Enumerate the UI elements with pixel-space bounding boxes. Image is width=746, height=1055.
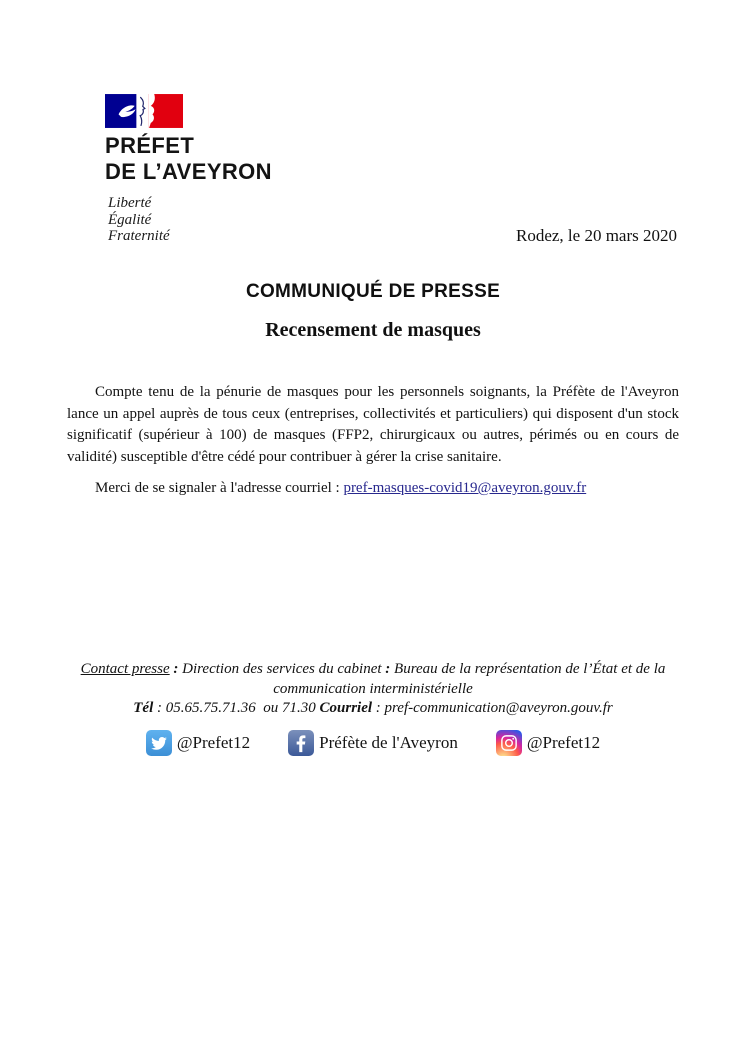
tel-value: : 05.65.75.71.36 ou 71.30 bbox=[153, 700, 320, 716]
twitter-icon bbox=[146, 730, 172, 756]
body-line: Compte tenu de la pénurie de masques pour les personnels soignants, la Préfète de l'Aveyron bbox=[95, 384, 679, 400]
body-line: validité) susceptible d'être cédé pour contribuer à gérer la crise sanitaire. bbox=[67, 448, 502, 465]
courriel-label: Courriel bbox=[319, 700, 373, 716]
motto-liberte: Liberté bbox=[108, 195, 152, 211]
social-media-row bbox=[0, 730, 746, 756]
body-line: lance un appel auprès de tous ceux (entreprises, collectivités et particuliers) qui disposent d'un stock bbox=[67, 405, 679, 422]
facebook-icon bbox=[288, 730, 314, 756]
signal-prefix: Merci de se signaler à l'adresse courriel : bbox=[95, 480, 344, 496]
marianne-flag-icon bbox=[105, 94, 183, 128]
contact-direction: Direction des services du cabinet bbox=[182, 661, 386, 677]
contact-line-3 bbox=[0, 699, 746, 719]
facebook-handle: Préfète de l'Aveyron bbox=[319, 733, 458, 752]
signal-line bbox=[67, 478, 679, 500]
prefecture-name-line2: DE L’AVEYRON bbox=[105, 159, 272, 184]
courriel-value: : pref-communication@aveyron.gouv.fr bbox=[372, 700, 613, 716]
contact-bureau: Bureau de la représentation de l’État et de la bbox=[394, 661, 666, 677]
instagram-handle: @Prefet12 bbox=[526, 733, 601, 752]
motto-egalite: Égalité bbox=[108, 211, 152, 228]
contact-separator-2: : bbox=[385, 661, 395, 677]
twitter-item bbox=[146, 730, 250, 756]
dateline: Rodez, le 20 mars 2020 bbox=[516, 226, 677, 245]
press-contact-block bbox=[0, 660, 746, 719]
instagram-icon bbox=[496, 730, 522, 756]
twitter-handle: @Prefet12 bbox=[176, 733, 251, 752]
republic-motto bbox=[108, 195, 272, 245]
prefecture-name-line1: PRÉFET bbox=[105, 133, 195, 158]
masks-email-link[interactable]: pref-masques-covid19@aveyron.gouv.fr bbox=[343, 480, 587, 496]
government-logo-block bbox=[105, 94, 272, 245]
contact-line-1 bbox=[0, 660, 746, 680]
prefecture-name bbox=[105, 133, 272, 185]
tel-label: Tél bbox=[133, 700, 154, 716]
facebook-item bbox=[288, 730, 458, 756]
press-release-body bbox=[67, 382, 679, 500]
contact-line-2: communication interministérielle bbox=[273, 680, 473, 697]
press-release-subtitle: Recensement de masques bbox=[265, 319, 481, 341]
instagram-item bbox=[496, 730, 600, 756]
contact-presse-label: Contact presse bbox=[80, 661, 170, 677]
contact-separator: : bbox=[169, 661, 183, 677]
motto-fraternite: Fraternité bbox=[108, 228, 170, 244]
press-release-title: COMMUNIQUÉ DE PRESSE bbox=[245, 281, 501, 302]
body-line: significatif (supérieur à 100) de masques (FFP2, chirurgicaux ou autres, périmés ou en cours de bbox=[67, 427, 679, 443]
